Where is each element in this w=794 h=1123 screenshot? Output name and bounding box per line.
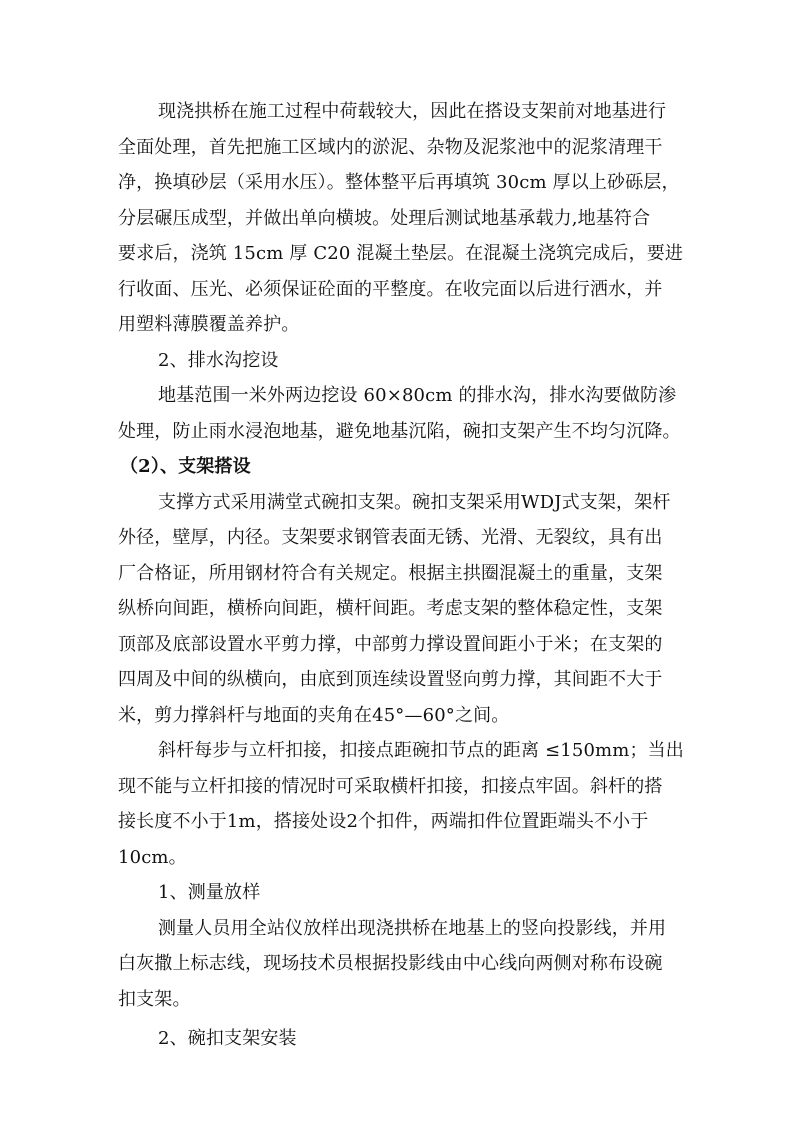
text-line: 地基范围一米外两边挖设 60×80cm 的排水沟，排水沟要做防渗 xyxy=(158,385,677,406)
text-line: 10cm。 xyxy=(118,846,187,868)
document-body xyxy=(118,94,688,1057)
text-line: 行收面、压光、必须保证砼面的平整度。在收完面以后进行洒水，并 xyxy=(118,278,663,300)
text-line: 接长度不小于1m，搭接处设2个扣件，两端扣件位置距端头不小于 xyxy=(118,811,649,832)
text-line: 外径，壁厚，内径。支架要求钢管表面无锈、光滑、无裂纹，具有出 xyxy=(118,527,663,548)
text-line: 支撑方式采用满堂式碗扣支架。碗扣支架采用WDJ式支架，架杆 xyxy=(158,491,671,513)
text-line: 分层碾压成型，并做出单向横坡。处理后测试地基承载力,地基符合 xyxy=(118,207,651,229)
text-line: 要求后，浇筑 15cm 厚 C20 混凝土垫层。在混凝土浇筑完成后，要进 xyxy=(118,243,684,264)
text-line: 顶部及底部设置水平剪力撑，中部剪力撑设置间距小于米；在支架的 xyxy=(118,633,663,655)
text-line: 处理，防止雨水浸泡地基，避免地基沉陷，碗扣支架产生不均匀沉降。 xyxy=(118,420,681,442)
heading-bowl-buckle-install: 2、碗扣支架安装 xyxy=(158,1028,297,1049)
heading-drain-ditch: 2、排水沟挖设 xyxy=(158,349,279,371)
text-line: 现浇拱桥在施工过程中荷载较大，因此在搭设支架前对地基进行 xyxy=(158,101,667,122)
text-line: 厂合格证，所用钢材符合有关规定。根据主拱圈混凝土的重量，支架 xyxy=(118,562,663,584)
paragraph-survey xyxy=(118,911,688,1018)
paragraph-diagonal-bracing xyxy=(118,733,688,875)
text-line: 全面处理，首先把施工区域内的淤泥、杂物及泥浆池中的泥浆清理干 xyxy=(118,136,663,158)
heading-survey-layout: 1、测量放样 xyxy=(158,882,261,903)
text-line: 扣支架。 xyxy=(118,988,191,1010)
text-line: 纵桥向间距，横桥向间距，横杆间距。考虑支架的整体稳定性，支架 xyxy=(118,598,663,619)
text-line: 测量人员用全站仪放样出现浇拱桥在地基上的竖向投影线，并用 xyxy=(158,917,667,939)
paragraph-support-method xyxy=(118,485,688,734)
text-line: 斜杆每步与立杆扣接，扣接点距碗扣节点的距离 ≤150mm；当出 xyxy=(158,740,684,761)
text-line: 米，剪力撑斜杆与地面的夹角在45°—60°之间。 xyxy=(118,704,510,726)
text-line: 白灰撒上标志线，现场技术员根据投影线由中心线向两侧对称布设碗 xyxy=(118,953,663,974)
text-line: 现不能与立杆扣接的情况时可采取横杆扣接，扣接点牢固。斜杆的搭 xyxy=(118,775,663,797)
text-line: 净，换填砂层（采用水压）。整体整平后再填筑 30cm 厚以上砂砾层， xyxy=(118,172,680,193)
text-line: 四周及中间的纵横向，由底到顶连续设置竖向剪力撑，其间距不大于 xyxy=(118,669,663,690)
text-line: 用塑料薄膜覆盖养护。 xyxy=(118,314,300,335)
paragraph-foundation-treatment xyxy=(118,94,688,343)
heading-support-erection: （2）、支架搭设 xyxy=(120,456,251,477)
paragraph-drain-ditch xyxy=(118,378,688,449)
